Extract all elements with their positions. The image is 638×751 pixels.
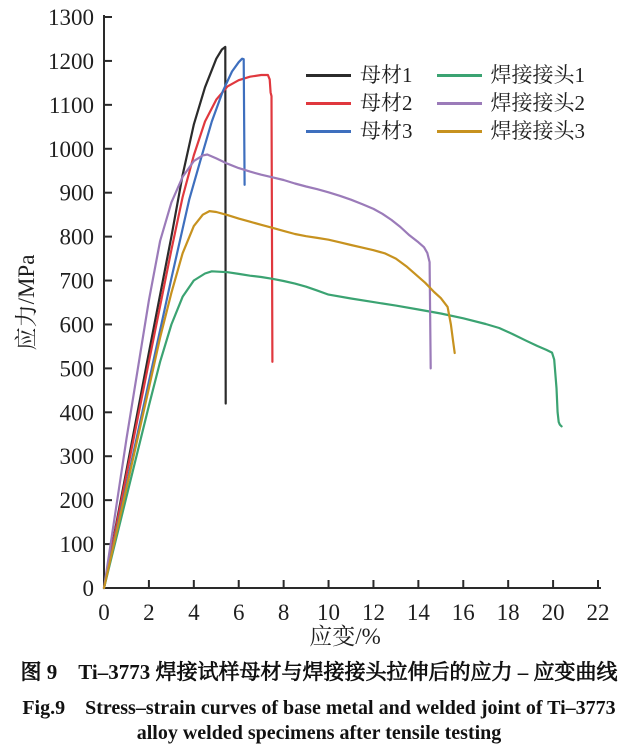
legend-item [437,117,586,145]
legend-item-label: 母材2 [360,90,413,115]
y-axis-tick-label: 0 [82,576,94,601]
y-axis-title: 应力/MPa [14,254,39,351]
x-axis-tick-label: 8 [277,600,290,625]
legend-line-swatch [306,130,351,133]
legend-line-swatch [437,102,482,105]
y-axis-tick-label: 1100 [48,92,94,118]
legend-line-swatch [437,74,482,77]
x-axis-tick-label: 20 [541,600,565,625]
y-axis-tick-label: 300 [59,444,94,470]
legend-item-label: 母材1 [360,62,413,87]
legend-item-label: 焊接接头3 [490,118,585,143]
legend-line-swatch [437,130,482,133]
y-axis-tick-label: 1000 [48,136,94,162]
x-axis-tick-label: 16 [451,600,475,625]
legend-item-label: 焊接接头2 [490,90,585,115]
y-axis-tick-label: 900 [59,180,94,206]
y-axis-tick-label: 600 [59,312,94,338]
legend-item [306,89,413,117]
legend-column [437,61,586,145]
chart-legend [306,61,585,145]
figure-caption-chinese: 图 9 Ti–3773 焊接试样母材与焊接接头拉伸后的应力 – 应变曲线 [20,660,618,684]
legend-item-label: 焊接接头1 [490,62,585,87]
y-axis-tick-label: 700 [59,268,94,294]
x-axis-tick-label: 2 [143,600,155,625]
y-axis-tick-label: 400 [59,400,94,426]
x-axis-tick-label: 18 [496,600,520,625]
y-axis-tick-label: 800 [59,224,94,250]
legend-item [437,89,586,117]
x-axis-tick-label: 14 [406,600,430,625]
x-axis-tick-label: 10 [317,600,341,625]
legend-line-swatch [306,74,351,77]
legend-column [306,61,413,145]
legend-line-swatch [306,102,351,105]
y-axis-tick-label: 1300 [48,5,94,30]
legend-item [306,61,413,89]
y-axis-tick-label: 500 [59,356,94,382]
y-axis-tick-label: 1200 [48,48,94,74]
y-axis-tick-label: 100 [59,532,94,558]
legend-item-label: 母材3 [360,118,413,143]
x-axis-tick-label: 22 [586,600,610,625]
legend-item [306,117,413,145]
series-line-母材3 [104,59,245,588]
x-axis-title: 应变/% [309,624,381,649]
series-line-焊接接头3 [104,211,455,588]
legend-item [437,61,586,89]
y-axis-tick-label: 200 [59,488,94,514]
x-axis-tick-label: 6 [232,600,245,625]
figure-caption-english-line1: Fig.9 Stress–strain curves of base metal and welded joint of Ti–3773 [22,697,616,719]
x-axis-tick-label: 4 [188,600,200,625]
series-line-焊接接头1 [104,271,562,588]
figure-caption-english-line2: alloy welded specimens after tensile testing [136,722,502,744]
x-axis-tick-label: 12 [361,600,385,625]
x-axis-tick-label: 0 [98,600,110,625]
